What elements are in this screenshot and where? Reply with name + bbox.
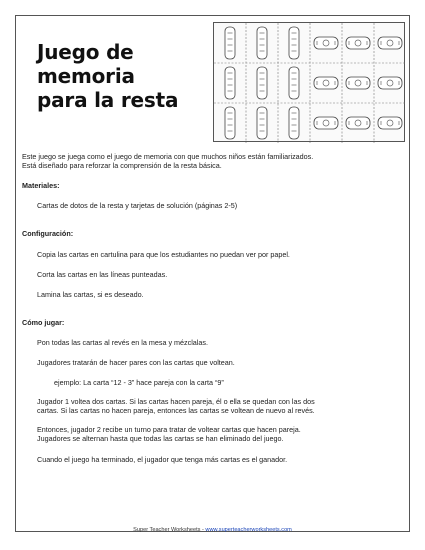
step-2: Jugadores tratarán de hacer pares con las cartas que voltean. xyxy=(37,358,235,367)
footer-brand: Super Teacher Worksheets - xyxy=(133,527,206,533)
problem-card-icon xyxy=(225,67,235,99)
materiales-item: Cartas de dotos de la resta y tarjetas de solución (páginas 2-5) xyxy=(37,201,238,210)
configuracion-item-1: Copia las cartas en cartulina para que los estudiantes no puedan ver por papel. xyxy=(37,250,290,259)
step-5: Cuando el juego ha terminado, el jugador que tenga más cartas es el ganador. xyxy=(37,455,288,464)
solution-card-icon xyxy=(346,77,370,89)
intro-line-1: Este juego se juega como el juego de memoria con que muchos niños están familiarizados. xyxy=(22,152,314,161)
title-line-3: para la resta xyxy=(37,88,179,112)
solution-card-icon xyxy=(314,117,338,129)
problem-card-icon xyxy=(257,27,267,59)
footer-link[interactable]: www.superteacherworksheets.com xyxy=(205,527,292,533)
step-1: Pon todas las cartas al revés en la mesa y mézclalas. xyxy=(37,338,208,347)
step-4-line-1: Entonces, jugador 2 recibe un turno para tratar de voltear cartas que hacen pareja. xyxy=(37,425,301,434)
memory-cards-illustration xyxy=(213,22,405,142)
problem-card-icon xyxy=(289,67,299,99)
step-3-line-2: cartas. Si las cartas no hacen pareja, entonces las cartas se voltean de nuevo al revés. xyxy=(37,406,315,415)
step-4-line-2: Jugadores se alternan hasta que todas las cartas se han eliminado del juego. xyxy=(37,434,284,443)
problem-card-icon xyxy=(257,107,267,139)
title-line-1: Juego de xyxy=(37,40,134,64)
como-jugar-heading: Cómo jugar: xyxy=(22,318,65,327)
configuracion-item-3: Lamina las cartas, si es deseado. xyxy=(37,290,144,299)
solution-card-icon xyxy=(314,77,338,89)
step-3-line-1: Jugador 1 voltea dos cartas. Si las cartas hacen pareja, él o ella se quedan con las dos xyxy=(37,397,315,406)
configuracion-heading: Configuración: xyxy=(22,229,74,238)
solution-card-icon xyxy=(378,37,402,49)
footer xyxy=(0,527,425,533)
cards-grid-graphic xyxy=(214,23,406,143)
problem-card-icon xyxy=(257,67,267,99)
title-line-2: memoria xyxy=(37,64,135,88)
solution-card-icon xyxy=(314,37,338,49)
solution-card-icon xyxy=(378,117,402,129)
intro-line-2: Está diseñado para reforzar la comprensión de la resta básica. xyxy=(22,161,222,170)
materiales-heading: Materiales: xyxy=(22,181,60,190)
solution-card-icon xyxy=(378,77,402,89)
problem-card-icon xyxy=(289,107,299,139)
example: ejemplo: La carta “12 - 3” hace pareja con la carta “9” xyxy=(54,378,224,387)
problem-card-icon xyxy=(225,27,235,59)
solution-card-icon xyxy=(346,37,370,49)
solution-card-icon xyxy=(346,117,370,129)
page-title xyxy=(37,40,178,112)
configuracion-item-2: Corta las cartas en las líneas punteadas. xyxy=(37,270,168,279)
problem-card-icon xyxy=(225,107,235,139)
problem-card-icon xyxy=(289,27,299,59)
